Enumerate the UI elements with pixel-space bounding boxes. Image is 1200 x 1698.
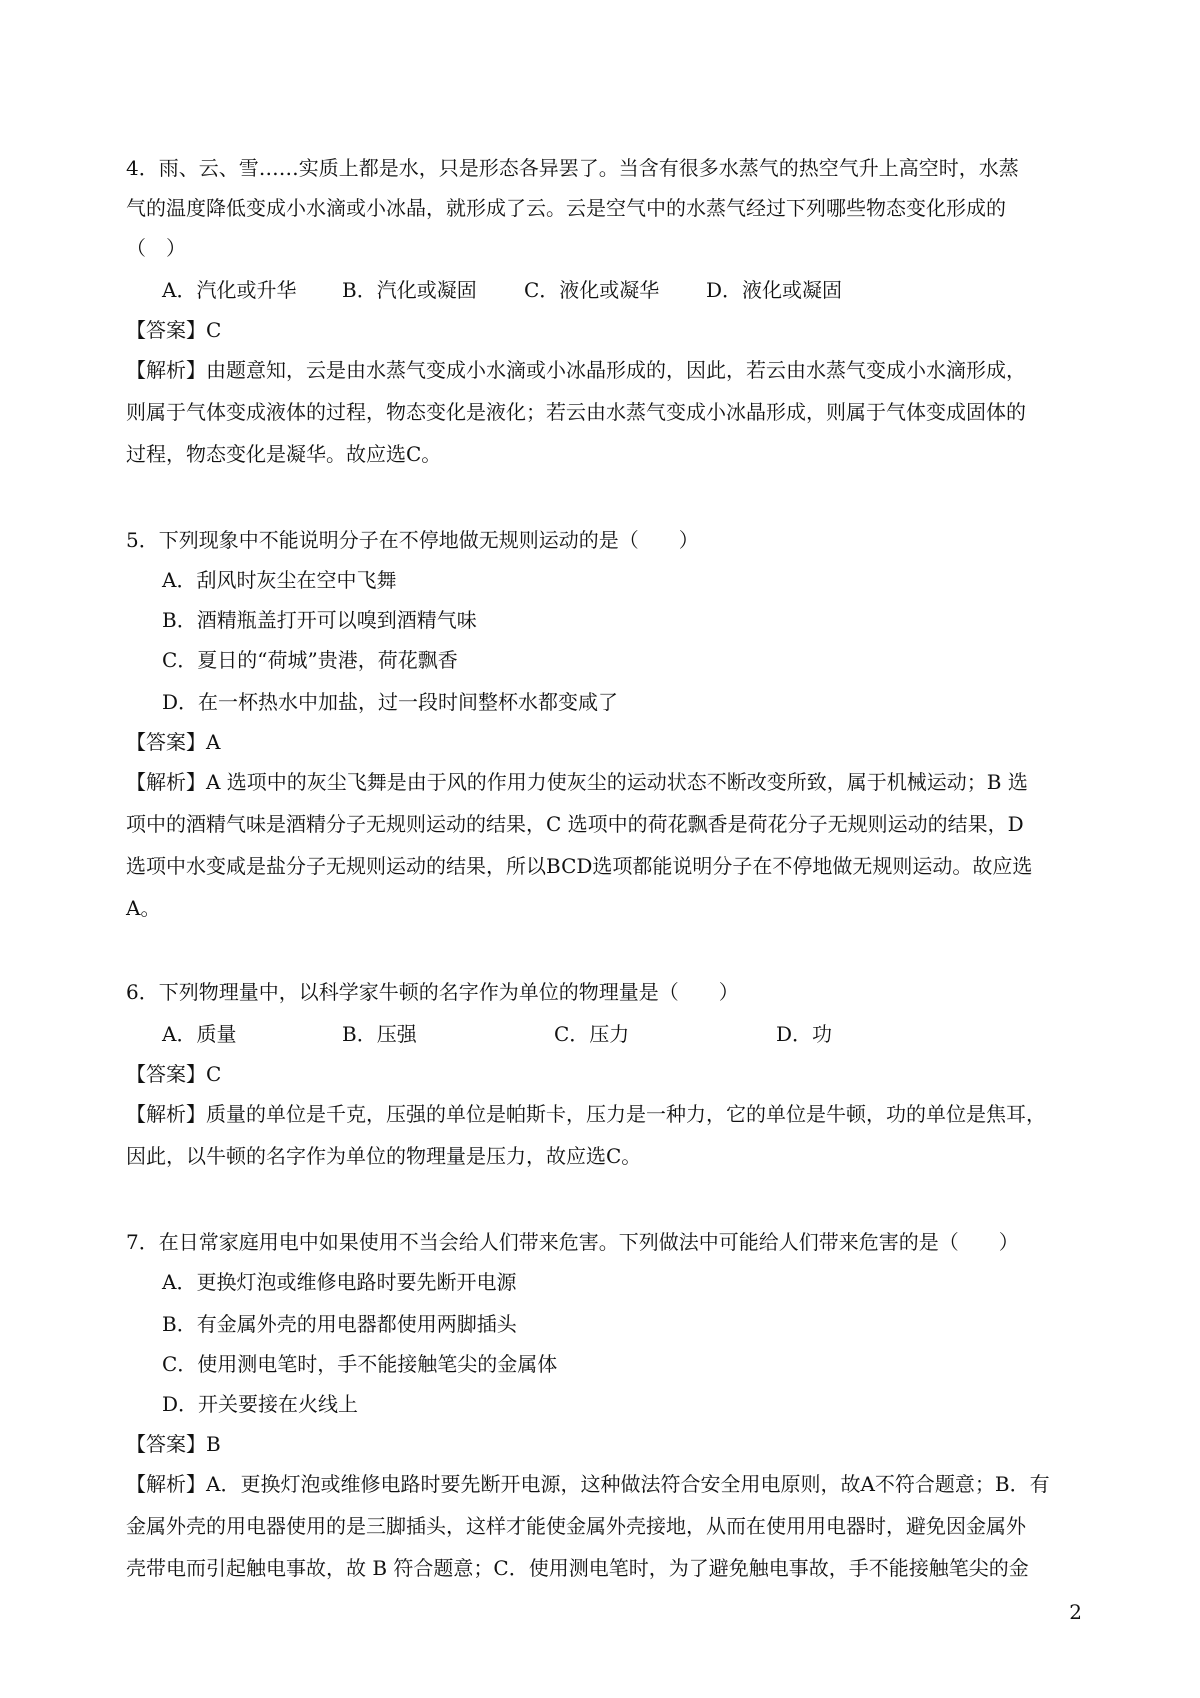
q7-option-d: D．开关要接在火线上	[162, 1392, 359, 1416]
q5-analysis-line-3: 选项中水变咸是盐分子无规则运动的结果，所以BCD选项都能说明分子在不停地做无规则运动。故应选	[126, 854, 1033, 878]
q7-stem-line-1: 7．在日常家庭用电中如果使用不当会给人们带来危害。下列做法中可能给人们带来危害的是（ ）	[126, 1230, 1019, 1254]
q6-answer: 【答案】C	[126, 1062, 222, 1086]
q4-stem-line-3: （ ）	[126, 236, 186, 260]
q7-option-c: C．使用测电笔时，手不能接触笔尖的金属体	[162, 1352, 558, 1376]
q4-stem-line-2: 气的温度降低变成小水滴或小冰晶，就形成了云。云是空气中的水蒸气经过下列哪些物态变化形成的	[126, 196, 1006, 220]
q6-analysis-line-2: 因此，以牛顿的名字作为单位的物理量是压力，故应选C。	[126, 1144, 642, 1168]
q6-option-c: C．压力	[554, 1022, 630, 1046]
q5-analysis-line-4: A。	[126, 896, 161, 920]
q6-option-d: D．功	[776, 1022, 833, 1046]
q7-analysis-line-2: 金属外壳的用电器使用的是三脚插头，这样才能使金属外壳接地，从而在使用用电器时，避免因金属外	[126, 1514, 1026, 1538]
q7-option-a: A．更换灯泡或维修电路时要先断开电源	[162, 1270, 517, 1294]
q6-option-a: A．质量	[162, 1022, 237, 1046]
q5-stem-line-1: 5．下列现象中不能说明分子在不停地做无规则运动的是（ ）	[126, 528, 699, 552]
q5-answer: 【答案】A	[126, 730, 221, 754]
q5-option-a: A．刮风时灰尘在空中飞舞	[162, 568, 397, 592]
q4-option-a: A．汽化或升华	[162, 278, 297, 302]
q6-stem-line-1: 6．下列物理量中，以科学家牛顿的名字作为单位的物理量是（ ）	[126, 980, 739, 1004]
q4-analysis-line-1: 【解析】由题意知，云是由水蒸气变成小水滴或小冰晶形成的，因此，若云由水蒸气变成小水滴形成，	[126, 358, 1026, 382]
q6-option-b: B．压强	[342, 1022, 417, 1046]
page-number: 2	[1069, 1600, 1082, 1624]
q4-option-c: C．液化或凝华	[524, 278, 660, 302]
q4-answer: 【答案】C	[126, 318, 222, 342]
q6-options	[162, 1020, 832, 1048]
q5-option-d: D．在一杯热水中加盐，过一段时间整杯水都变咸了	[162, 690, 619, 714]
q4-options	[162, 276, 842, 304]
q5-option-b: B．酒精瓶盖打开可以嗅到酒精气味	[162, 608, 477, 632]
q5-option-c: C．夏日的“荷城”贵港，荷花飘香	[162, 648, 458, 672]
q7-answer: 【答案】B	[126, 1432, 221, 1456]
q7-option-b: B．有金属外壳的用电器都使用两脚插头	[162, 1312, 517, 1336]
q4-option-b: B．汽化或凝固	[342, 278, 477, 302]
q4-analysis-line-2: 则属于气体变成液体的过程，物态变化是液化；若云由水蒸气变成小冰晶形成，则属于气体变成固体的	[126, 400, 1026, 424]
q4-analysis-line-3: 过程，物态变化是凝华。故应选C。	[126, 442, 442, 466]
q5-analysis-line-1: 【解析】A 选项中的灰尘飞舞是由于风的作用力使灰尘的运动状态不断改变所致，属于机械运动；B 选	[126, 770, 1028, 794]
q5-analysis-line-2: 项中的酒精气味是酒精分子无规则运动的结果，C 选项中的荷花飘香是荷花分子无规则运动的结果，D	[126, 812, 1024, 836]
q4-stem-line-1: 4．雨、云、雪……实质上都是水，只是形态各异罢了。当含有很多水蒸气的热空气升上高空时，水蒸	[126, 156, 1019, 180]
q7-analysis-line-1: 【解析】A．更换灯泡或维修电路时要先断开电源，这种做法符合安全用电原则，故A不符合题意；B．有	[126, 1472, 1050, 1496]
q7-analysis-line-3: 壳带电而引起触电事故，故 B 符合题意；C．使用测电笔时，为了避免触电事故，手不能接触笔尖的金	[126, 1556, 1029, 1580]
q6-analysis-line-1: 【解析】质量的单位是千克，压强的单位是帕斯卡，压力是一种力，它的单位是牛顿，功的单位是焦耳，	[126, 1102, 1046, 1126]
q4-option-d: D．液化或凝固	[706, 278, 843, 302]
